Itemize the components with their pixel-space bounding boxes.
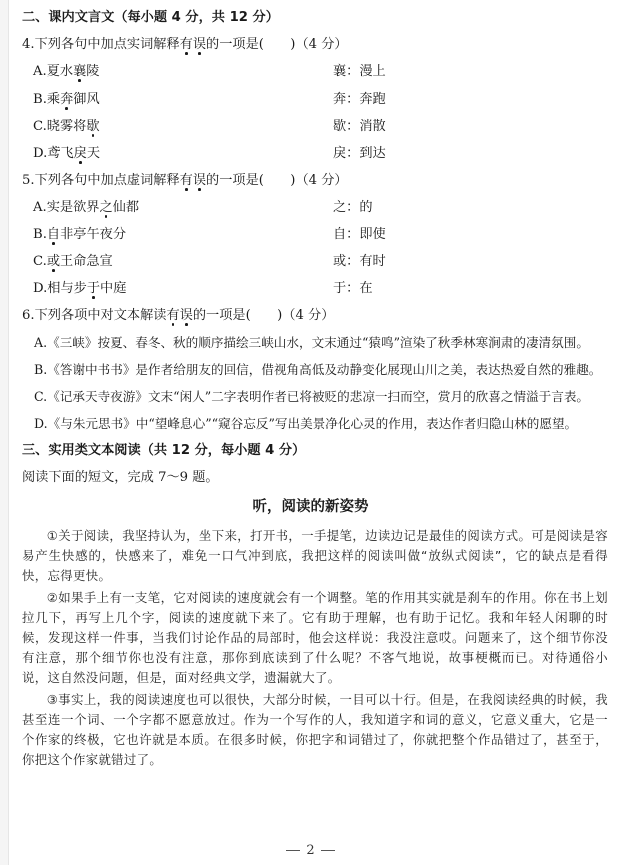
q6-stem-dot1: 有 <box>166 308 180 323</box>
q4-option-d <box>33 144 607 164</box>
page-number-dash-left <box>286 850 300 851</box>
q4-d-meaning: 戾：到达 <box>333 146 386 161</box>
q4-d-pre: D.鸢飞 <box>33 146 74 161</box>
q5-a-dot: 之 <box>99 200 113 215</box>
q5-a-meaning: 之：的 <box>333 200 373 215</box>
q5-c-post: 王命急宣 <box>60 254 113 269</box>
q6-option-b: B.《答谢中书书》是作者给朋友的回信，借视角高低及动静变化展现山川之美，表达热爱自然的雅趣。 <box>34 362 602 377</box>
q4-stem-dot1: 有 <box>179 37 193 52</box>
q4-b-dot: 奔 <box>60 92 74 107</box>
q6-option-a: A.《三峡》按夏、春冬、秋的顺序描绘三峡山水，文末通过“猿鸣”渲染了秋季林寒涧肃的凄清氛围。 <box>34 335 589 350</box>
q5-option-d <box>33 279 607 299</box>
page-number <box>0 843 621 858</box>
article-body <box>22 526 608 770</box>
q6-stem-pre: 6.下列各项中对文本解读 <box>22 308 167 323</box>
q4-a-meaning: 襄：漫上 <box>333 64 386 79</box>
section2-heading: 二、课内文言文（每小题 4 分，共 12 分） <box>22 10 279 25</box>
q4-stem-post: 的一项是( )（4 分） <box>206 37 348 52</box>
question6-stem <box>22 306 607 326</box>
q4-b-post: 御风 <box>73 92 100 107</box>
page-number-dash-right <box>321 850 335 851</box>
q4-d-post: 天 <box>86 146 101 161</box>
reading-instruction: 阅读下面的短文，完成 7～9 题。 <box>22 470 219 485</box>
q4-c-dot: 歇 <box>86 119 100 134</box>
q4-a-post: 陵 <box>86 64 100 79</box>
q5-stem-dot2: 误 <box>192 173 207 188</box>
q5-option-b <box>33 225 607 245</box>
section3-heading: 三、实用类文本阅读（共 12 分，每小题 4 分） <box>22 443 306 458</box>
q5-stem-dot1: 有 <box>179 173 193 188</box>
q5-stem-post: 的一项是( )（4 分） <box>206 173 348 188</box>
article-paragraph-3: ③事实上，我的阅读速度也可以很快，大部分时候，一目可以十行。但是，在我阅读经典的时候，我甚至连一个词、一个字都不愿意放过。作为一个写作的人，我知道字和词的意义，它意义重大，它是一个作家的终极，它也许就是本质。在很多时候，你把字和词错过了，你就把整个作品错过了，甚至于，你把这个作家就错过了。 <box>22 692 608 767</box>
q4-d-dot: 戾 <box>73 146 87 161</box>
q5-stem-pre: 5.下列各句中加点虚词解释 <box>22 173 180 188</box>
q5-d-post: 中庭 <box>100 281 127 296</box>
q5-b-dot: 自 <box>46 227 61 242</box>
q4-option-a <box>33 62 607 82</box>
q5-option-a <box>33 198 607 218</box>
q4-c-meaning: 歇：消散 <box>333 119 386 134</box>
q6-option-c: C.《记承天寺夜游》文末“闲人”二字表明作者已将被贬的悲凉一扫而空，赏月的欣喜之情溢于言表。 <box>34 389 590 404</box>
q5-d-dot: 于 <box>86 281 101 296</box>
q4-a-dot: 襄 <box>73 64 87 79</box>
q5-option-c <box>33 252 607 272</box>
q4-stem-dot2: 误 <box>192 37 207 52</box>
article-title: 听，阅读的新姿势 <box>252 499 369 515</box>
q5-c-meaning: 或：有时 <box>333 254 386 269</box>
q5-d-meaning: 于：在 <box>333 281 373 296</box>
q5-b-pre: B. <box>33 227 47 242</box>
question5-stem <box>22 171 607 191</box>
q5-a-pre: A.实是欲界 <box>33 200 100 215</box>
q4-a-pre: A.夏水 <box>33 64 74 79</box>
q4-option-b <box>33 90 607 110</box>
q4-option-c <box>33 117 607 137</box>
q5-b-post: 非亭午夜分 <box>60 227 127 242</box>
q6-stem-dot2: 误 <box>179 308 193 323</box>
page-number-value: 2 <box>306 843 315 858</box>
q6-stem-post: 的一项是( )（4 分） <box>192 308 335 323</box>
page-gutter <box>0 0 9 865</box>
q4-stem-pre: 4.下列各句中加点实词解释 <box>22 37 180 52</box>
q6-option-d: D.《与朱元思书》中“望峰息心”“窥谷忘反”写出美景净化心灵的作用，表达作者归隐山林的愿望。 <box>34 416 578 431</box>
article-paragraph-1: ①关于阅读，我坚持认为，坐下来，打开书，一手提笔，边读边记是最佳的阅读方式。可是阅读是容易产生快感的，快感来了，难免一口气冲到底，我把这样的阅读叫做“放纵式阅读”，它的缺点是看得快，忘得更快。 <box>22 528 608 583</box>
q4-b-pre: B.乘 <box>33 92 61 107</box>
q5-c-pre: C. <box>33 254 47 269</box>
q5-d-pre: D.相与步 <box>33 281 87 296</box>
q4-c-pre: C.晓雾将 <box>33 119 87 134</box>
q4-b-meaning: 奔：奔跑 <box>333 92 386 107</box>
question4-stem <box>22 35 607 55</box>
article-paragraph-2: ②如果手上有一支笔，它对阅读的速度就会有一个调整。笔的作用其实就是刹车的作用。你在书上划拉几下，再写上几个字，阅读的速度就下来了。它有助于理解，也有助于记忆。我和年轻人闲聊的时候，发现这样一件事，当我们讨论作品的局部时，他会这样说：我没注意哎。问题来了，这个细节你没有注意，那个细节你也没有注意，那你到底读到了什么呢？不客气地说，故事梗概而已。对待通俗小说，这自然没问题，但是，面对经典文学，遗漏就大了。 <box>22 590 608 685</box>
q5-c-dot: 或 <box>46 254 60 269</box>
q5-b-meaning: 自：即使 <box>333 227 386 242</box>
q5-a-post: 仙都 <box>112 200 140 215</box>
